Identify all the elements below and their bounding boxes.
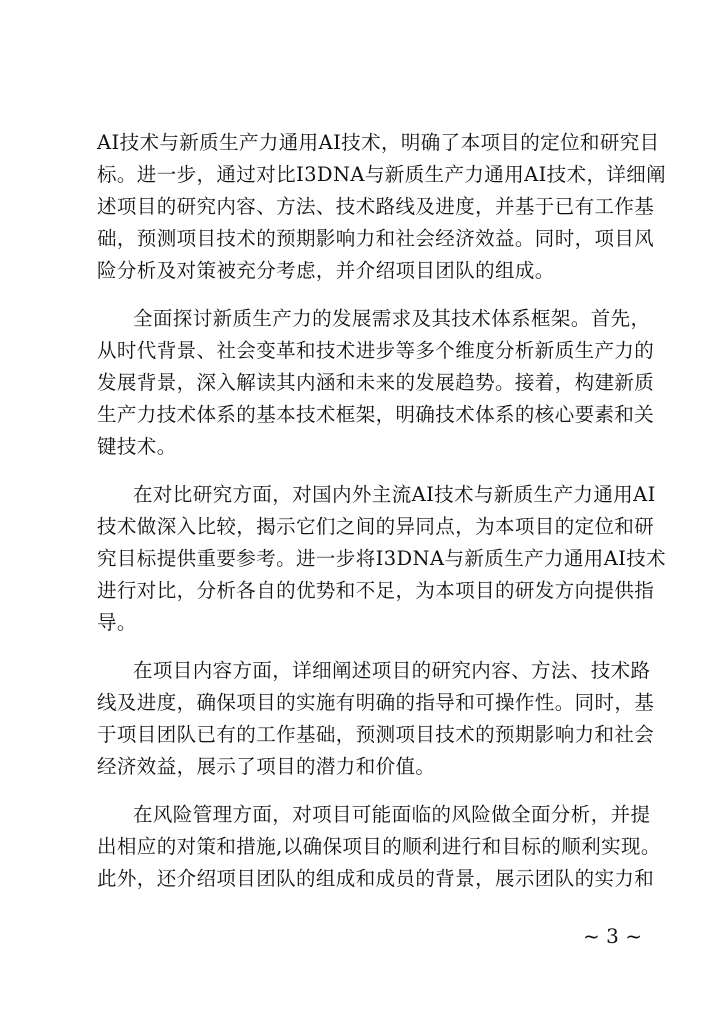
text-line: 究目标提供重要参考。进一步将I3DNA与新质生产力通用AI技术 [97, 547, 667, 570]
text-line: 出相应的对策和措施,以确保项目的顺利进行和目标的顺利实现。 [97, 835, 661, 858]
text-line: 从时代背景、社会变革和技术进步等多个维度分析新质生产力的 [97, 339, 655, 362]
text-line: 进行对比，分析各自的优势和不足，为本项目的研发方向提供指 [97, 579, 655, 602]
text-line: 线及进度，确保项目的实施有明确的指导和可操作性。同时，基 [97, 691, 655, 714]
text-line: 于项目团队已有的工作基础，预测项目技术的预期影响力和社会 [97, 723, 655, 746]
text-line: 标。进一步，通过对比I3DNA与新质生产力通用AI技术，详细阐 [97, 163, 667, 186]
text-line: 础，预测项目技术的预期影响力和社会经济效益。同时，项目风 [97, 227, 655, 250]
text-line: 在风险管理方面，对项目可能面临的风险做全面分析，并提 [133, 803, 651, 826]
text-line: 述项目的研究内容、方法、技术路线及进度，并基于已有工作基 [97, 195, 655, 218]
text-line: AI技术与新质生产力通用AI技术，明确了本项目的定位和研究目 [97, 131, 660, 154]
page-number: ~ 3 ~ [583, 924, 642, 948]
text-line: 导。 [97, 611, 137, 634]
text-line: 在项目内容方面，详细阐述项目的研究内容、方法、技术路 [133, 659, 651, 682]
text-line: 发展背景，深入解读其内涵和未来的发展趋势。接着，构建新质 [97, 371, 655, 394]
text-line: 此外，还介绍项目团队的组成和成员的背景，展示团队的实力和 [97, 867, 655, 890]
text-line: 键技术。 [97, 435, 177, 458]
text-line: 生产力技术体系的基本技术框架，明确技术体系的核心要素和关 [97, 403, 655, 426]
text-line: 在对比研究方面，对国内外主流AI技术与新质生产力通用AI [133, 483, 656, 506]
text-line: 险分析及对策被充分考虑，并介绍项目团队的组成。 [97, 259, 555, 282]
text-line: 经济效益，展示了项目的潜力和价值。 [97, 755, 436, 778]
text-line: 技术做深入比较，揭示它们之间的异同点，为本项目的定位和研 [97, 515, 655, 538]
text-line: 全面探讨新质生产力的发展需求及其技术体系框架。首先， [133, 307, 651, 330]
